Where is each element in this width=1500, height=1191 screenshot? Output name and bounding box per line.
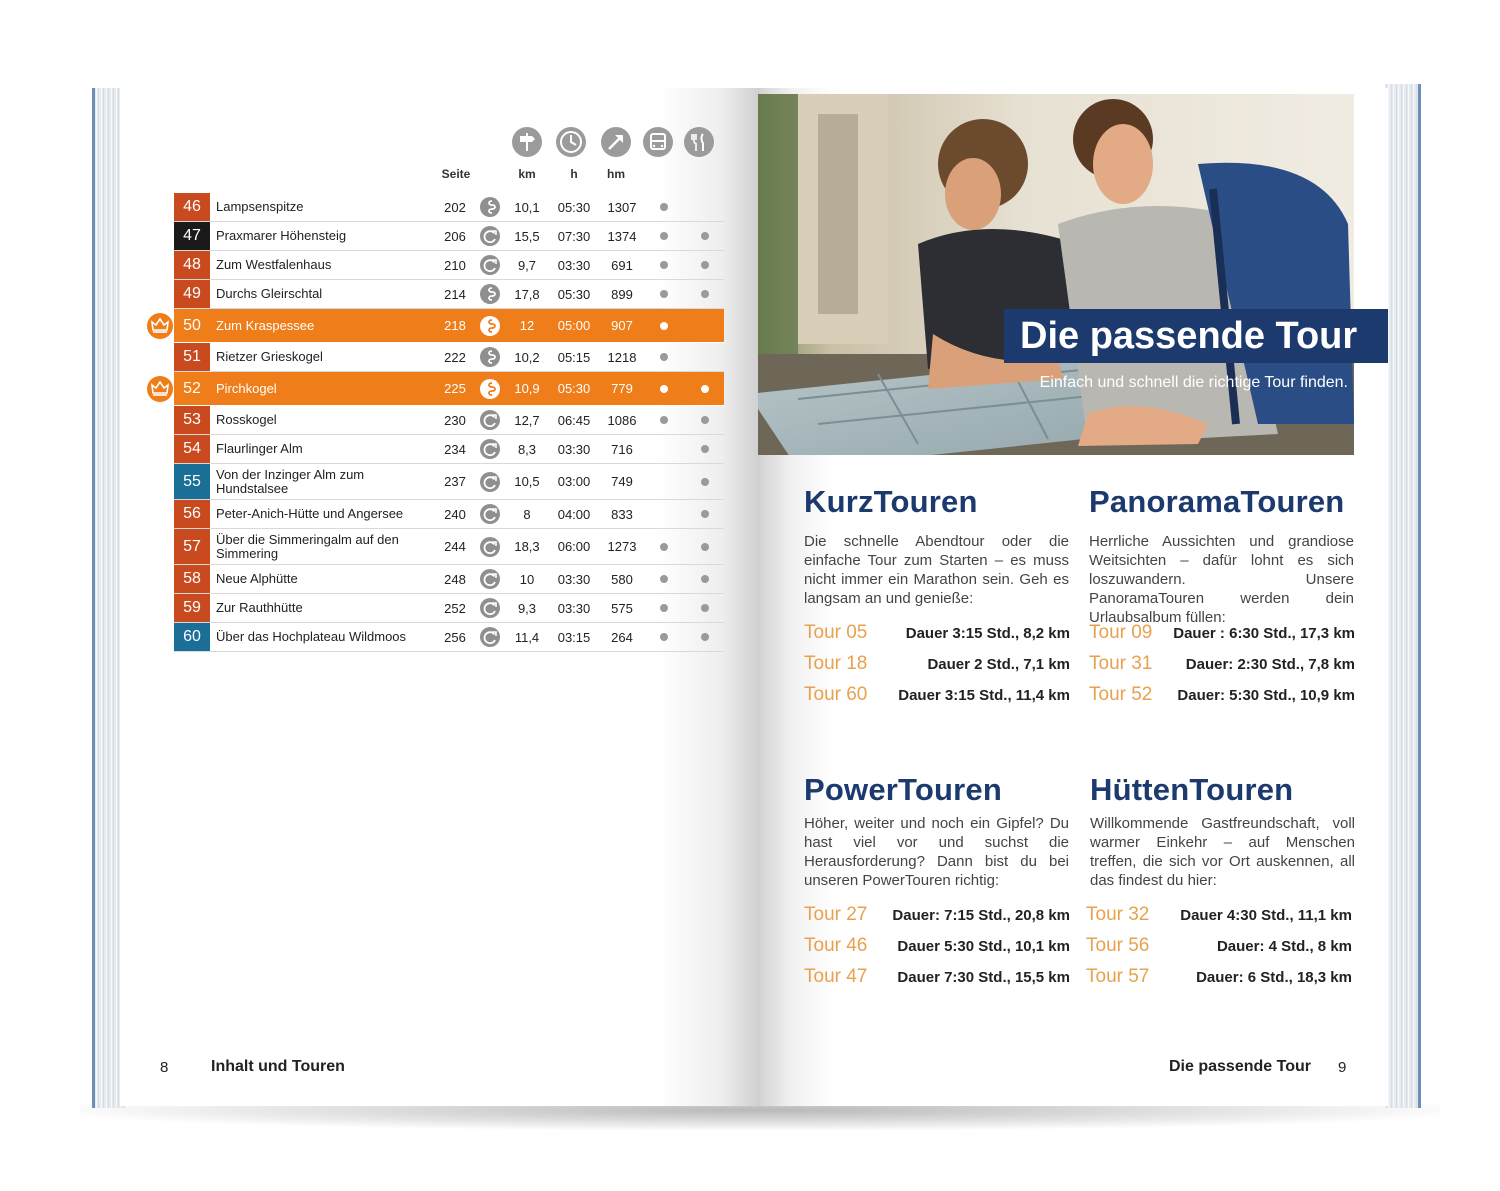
tour-km: 11,4 bbox=[514, 629, 540, 645]
tour-type-cell bbox=[477, 372, 503, 405]
tour-row bbox=[174, 623, 724, 652]
food-indicator bbox=[695, 529, 715, 564]
tour-duration: 05:30 bbox=[557, 286, 591, 302]
tour-type-cell bbox=[477, 500, 503, 528]
section-title-panoramatouren: PanoramaTouren bbox=[1089, 484, 1345, 519]
clock-icon bbox=[556, 127, 586, 157]
section-title-kurztouren: KurzTouren bbox=[804, 484, 978, 519]
tour-number: 59 bbox=[174, 594, 210, 622]
bus-icon bbox=[643, 127, 673, 157]
tour-item bbox=[1086, 935, 1352, 959]
tour-km: 12,7 bbox=[514, 412, 540, 428]
bus-indicator bbox=[654, 343, 674, 371]
crown-icon bbox=[147, 313, 173, 339]
page-number-left: 8 bbox=[160, 1059, 169, 1076]
dot-icon bbox=[660, 575, 668, 583]
food-indicator bbox=[695, 594, 715, 622]
dot-icon bbox=[701, 510, 709, 518]
loop-icon bbox=[480, 504, 500, 524]
tour-item bbox=[1089, 622, 1355, 646]
loop-icon bbox=[480, 627, 500, 647]
tour-label: Tour 47 bbox=[804, 966, 868, 987]
tour-km: 10,1 bbox=[514, 199, 540, 215]
tour-type-cell bbox=[477, 594, 503, 622]
tour-label: Tour 56 bbox=[1086, 935, 1150, 956]
tour-duration: 03:00 bbox=[557, 474, 591, 489]
food-indicator bbox=[695, 372, 715, 405]
tour-elevation: 1086 bbox=[607, 412, 637, 428]
tour-details: Dauer: 7:15 Std., 20,8 km bbox=[892, 907, 1070, 924]
food-indicator bbox=[695, 343, 715, 371]
tour-row bbox=[174, 406, 724, 435]
tour-page: 240 bbox=[444, 506, 466, 522]
tour-number: 46 bbox=[174, 193, 210, 221]
tour-item bbox=[1089, 684, 1355, 708]
food-indicator bbox=[695, 435, 715, 463]
tour-page: 256 bbox=[444, 629, 466, 645]
tour-name: Über das Hochplateau Wildmoos bbox=[216, 629, 407, 644]
dot-icon bbox=[660, 261, 668, 269]
tour-item bbox=[804, 622, 1070, 646]
tour-item bbox=[804, 935, 1070, 959]
dot-icon bbox=[701, 543, 709, 551]
tour-name: Durchs Gleirschtal bbox=[216, 286, 323, 301]
food-indicator bbox=[695, 565, 715, 593]
dot-icon bbox=[660, 232, 668, 240]
food-indicator bbox=[695, 222, 715, 250]
bus-indicator bbox=[654, 372, 674, 405]
route-type-icon bbox=[480, 316, 500, 336]
loop-icon bbox=[480, 226, 500, 246]
tour-item bbox=[804, 653, 1070, 677]
dot-icon bbox=[701, 604, 709, 612]
tour-details: Dauer 2 Std., 7,1 km bbox=[927, 656, 1070, 673]
tour-number: 52 bbox=[174, 372, 210, 405]
tour-label: Tour 52 bbox=[1089, 684, 1153, 705]
tour-type-cell bbox=[477, 623, 503, 651]
tour-label: Tour 27 bbox=[804, 904, 868, 925]
tour-name: Neue Alphütte bbox=[216, 571, 298, 586]
tour-km: 8 bbox=[523, 506, 531, 522]
tour-page: 252 bbox=[444, 600, 466, 616]
tour-page: 214 bbox=[444, 286, 466, 302]
tour-name: Zum Kraspessee bbox=[216, 317, 315, 333]
dot-icon bbox=[701, 478, 709, 486]
tour-number: 57 bbox=[174, 529, 210, 564]
tour-km: 10,9 bbox=[514, 381, 540, 396]
tour-elevation: 1273 bbox=[607, 539, 637, 554]
tour-number: 56 bbox=[174, 500, 210, 528]
food-indicator bbox=[695, 500, 715, 528]
tour-elevation: 779 bbox=[611, 381, 633, 396]
tour-page: 234 bbox=[444, 441, 466, 457]
tour-details: Dauer: 5:30 Std., 10,9 km bbox=[1177, 687, 1355, 704]
tour-row bbox=[174, 343, 724, 372]
tour-elevation: 691 bbox=[611, 257, 633, 273]
tour-duration: 03:15 bbox=[557, 629, 591, 645]
tour-label: Tour 57 bbox=[1086, 966, 1150, 987]
column-header-h: h bbox=[570, 167, 578, 181]
tour-name: Pirchkogel bbox=[216, 380, 277, 396]
tour-km: 12 bbox=[519, 318, 535, 333]
dot-icon bbox=[701, 232, 709, 240]
tour-row bbox=[174, 464, 724, 500]
tour-name: Peter-Anich-Hütte und Angersee bbox=[216, 506, 404, 521]
tour-name: Zur Rauthhütte bbox=[216, 600, 303, 615]
tour-elevation: 907 bbox=[611, 318, 633, 333]
food-indicator bbox=[695, 406, 715, 434]
tour-page: 237 bbox=[444, 474, 466, 489]
route-type-icon bbox=[480, 347, 500, 367]
tour-km: 10 bbox=[519, 571, 535, 587]
tour-page: 248 bbox=[444, 571, 466, 587]
tour-elevation: 1307 bbox=[607, 199, 637, 215]
column-header-page: Seite bbox=[441, 167, 471, 181]
section-title-powertouren: PowerTouren bbox=[804, 772, 1002, 807]
tour-name: Über die Simmeringalm auf den Simmering bbox=[216, 531, 399, 561]
tour-duration: 06:00 bbox=[557, 539, 591, 554]
hikers-photo bbox=[758, 94, 1354, 455]
tour-km: 15,5 bbox=[514, 228, 540, 244]
section-title-huettentouren: HüttenTouren bbox=[1090, 772, 1294, 807]
bus-indicator bbox=[654, 435, 674, 463]
column-header-km: km bbox=[518, 167, 536, 181]
tour-km: 10,5 bbox=[514, 474, 540, 489]
ascent-arrow-icon bbox=[601, 127, 631, 157]
route-type-icon bbox=[480, 379, 500, 399]
tour-details: Dauer 7:30 Std., 15,5 km bbox=[897, 969, 1070, 986]
loop-icon bbox=[480, 439, 500, 459]
tour-duration: 05:30 bbox=[557, 381, 591, 396]
tour-details: Dauer: 6 Std., 18,3 km bbox=[1196, 969, 1352, 986]
dot-icon bbox=[660, 322, 668, 330]
page-edges-right bbox=[1385, 84, 1421, 1108]
dot-icon bbox=[701, 416, 709, 424]
crown-icon bbox=[147, 376, 173, 402]
section-text-panoramatouren: Herrliche Aussichten und grandiose Weitsichten – dafür lohnt es sich loszuwandern. Unsere PanoramaTouren werden dein Urlaubsalbum füllen: bbox=[1089, 533, 1354, 626]
dot-icon bbox=[701, 633, 709, 641]
tour-km: 18,3 bbox=[514, 539, 540, 554]
tour-type-cell bbox=[477, 406, 503, 434]
tour-elevation: 833 bbox=[611, 506, 633, 522]
dot-icon bbox=[660, 290, 668, 298]
tour-details: Dauer : 6:30 Std., 17,3 km bbox=[1173, 625, 1355, 642]
dot-icon bbox=[701, 445, 709, 453]
tour-elevation: 580 bbox=[611, 571, 633, 587]
tour-details: Dauer: 4 Std., 8 km bbox=[1216, 938, 1352, 955]
tour-duration: 05:30 bbox=[557, 199, 591, 215]
tour-km: 17,8 bbox=[514, 286, 540, 302]
bus-indicator bbox=[654, 464, 674, 499]
tour-item bbox=[804, 904, 1070, 928]
section-text-huettentouren: Willkommende Gastfreundschaft, voll warmer Einkehr – auf Menschen treffen, die sich vor Ort auskennen, all das findest du hier: bbox=[1090, 815, 1355, 889]
tour-type-cell bbox=[477, 435, 503, 463]
tour-name: Rietzer Grieskogel bbox=[216, 349, 323, 364]
tour-number: 50 bbox=[174, 309, 210, 342]
tour-elevation: 1374 bbox=[607, 228, 637, 244]
dot-icon bbox=[660, 416, 668, 424]
tour-name: Von der Inzinger Alm zum Hundstalsee bbox=[216, 466, 365, 496]
tour-row bbox=[174, 565, 724, 594]
loop-icon bbox=[480, 472, 500, 492]
tour-page: 218 bbox=[444, 318, 466, 333]
tour-label: Tour 32 bbox=[1086, 904, 1150, 925]
tour-type-cell bbox=[477, 464, 503, 499]
bus-indicator bbox=[654, 193, 674, 221]
tour-number: 51 bbox=[174, 343, 210, 371]
signpost-icon bbox=[512, 127, 542, 157]
tour-row bbox=[174, 222, 724, 251]
dot-icon bbox=[660, 543, 668, 551]
loop-icon bbox=[480, 255, 500, 275]
dot-icon bbox=[660, 633, 668, 641]
tour-km: 9,3 bbox=[517, 600, 537, 616]
tour-type-cell bbox=[477, 565, 503, 593]
bus-indicator bbox=[654, 309, 674, 342]
tour-duration: 05:15 bbox=[557, 349, 591, 365]
tour-label: Tour 60 bbox=[804, 684, 868, 705]
bus-indicator bbox=[654, 251, 674, 279]
route-type-icon bbox=[480, 197, 500, 217]
tour-number: 49 bbox=[174, 280, 210, 308]
tour-number: 53 bbox=[174, 406, 210, 434]
tour-name: Lampsenspitze bbox=[216, 199, 304, 214]
tour-details: Dauer 3:15 Std., 11,4 km bbox=[898, 687, 1070, 704]
tour-name: Rosskogel bbox=[216, 412, 277, 427]
tour-item bbox=[804, 684, 1070, 708]
tour-label: Tour 31 bbox=[1089, 653, 1153, 674]
tour-type-cell bbox=[477, 343, 503, 371]
tour-item bbox=[804, 966, 1070, 990]
tour-page: 210 bbox=[444, 257, 466, 273]
tour-details: Dauer 4:30 Std., 11,1 km bbox=[1180, 907, 1352, 924]
tour-page: 230 bbox=[444, 412, 466, 428]
section-text-kurztouren: Die schnelle Abendtour oder die einfache Tour zum Starten – es muss nicht immer ein Marathon sein. Geh es langsam an und genieße: bbox=[804, 533, 1069, 607]
tour-row bbox=[174, 309, 724, 343]
tour-details: Dauer 3:15 Std., 8,2 km bbox=[905, 625, 1070, 642]
page-number-right: 9 bbox=[1338, 1059, 1347, 1076]
tour-type-cell bbox=[477, 193, 503, 221]
tour-number: 55 bbox=[174, 464, 210, 499]
food-indicator bbox=[695, 251, 715, 279]
tour-item bbox=[1086, 966, 1352, 990]
tour-duration: 06:45 bbox=[557, 412, 591, 428]
tour-type-cell bbox=[477, 529, 503, 564]
tour-number: 47 bbox=[174, 222, 210, 250]
tour-type-cell bbox=[477, 222, 503, 250]
food-indicator bbox=[695, 280, 715, 308]
tour-elevation: 1218 bbox=[607, 349, 637, 365]
tour-type-cell bbox=[477, 280, 503, 308]
loop-icon bbox=[480, 537, 500, 557]
tour-details: Dauer: 2:30 Std., 7,8 km bbox=[1185, 656, 1355, 673]
bus-indicator bbox=[654, 406, 674, 434]
tour-details: Dauer 5:30 Std., 10,1 km bbox=[897, 938, 1070, 955]
tour-duration: 03:30 bbox=[557, 441, 591, 457]
tour-duration: 03:30 bbox=[557, 600, 591, 616]
bus-indicator bbox=[654, 222, 674, 250]
tour-duration: 05:00 bbox=[557, 318, 591, 333]
tour-table bbox=[174, 193, 724, 652]
tour-page: 202 bbox=[444, 199, 466, 215]
tour-km: 10,2 bbox=[514, 349, 540, 365]
loop-icon bbox=[480, 410, 500, 430]
tour-row bbox=[174, 251, 724, 280]
dot-icon bbox=[660, 604, 668, 612]
tour-page: 244 bbox=[444, 539, 466, 554]
route-type-icon bbox=[480, 284, 500, 304]
tour-number: 54 bbox=[174, 435, 210, 463]
tour-page: 206 bbox=[444, 228, 466, 244]
dot-icon bbox=[701, 575, 709, 583]
tour-page: 225 bbox=[444, 381, 466, 396]
dot-icon bbox=[660, 353, 668, 361]
tour-row bbox=[174, 280, 724, 309]
tour-duration: 07:30 bbox=[557, 228, 591, 244]
tour-km: 8,3 bbox=[517, 441, 537, 457]
tour-label: Tour 05 bbox=[804, 622, 868, 643]
tour-label: Tour 09 bbox=[1089, 622, 1153, 643]
tour-name: Flaurlinger Alm bbox=[216, 441, 303, 456]
tour-type-cell bbox=[477, 309, 503, 342]
tour-row bbox=[174, 500, 724, 529]
food-indicator bbox=[695, 309, 715, 342]
tour-km: 9,7 bbox=[517, 257, 537, 273]
bus-indicator bbox=[654, 623, 674, 651]
header-icon-row bbox=[512, 127, 722, 159]
dot-icon bbox=[701, 385, 709, 393]
food-indicator bbox=[695, 464, 715, 499]
tour-row bbox=[174, 435, 724, 464]
bus-indicator bbox=[654, 565, 674, 593]
tour-item bbox=[1089, 653, 1355, 677]
tour-name: Zum Westfalenhaus bbox=[216, 257, 332, 272]
dot-icon bbox=[660, 203, 668, 211]
tour-number: 58 bbox=[174, 565, 210, 593]
page-banner-subtitle: Einfach und schnell die richtige Tour finden. bbox=[1039, 374, 1348, 391]
section-text-powertouren: Höher, weiter und noch ein Gipfel? Du hast viel vor und suchst die Herausforderung? Dann bist du bei unseren PowerTouren richtig: bbox=[804, 815, 1069, 889]
tour-elevation: 264 bbox=[611, 629, 633, 645]
bus-indicator bbox=[654, 594, 674, 622]
tour-number: 60 bbox=[174, 623, 210, 651]
running-title-right: Die passende Tour bbox=[1169, 1058, 1311, 1075]
tour-number: 48 bbox=[174, 251, 210, 279]
tour-elevation: 716 bbox=[611, 441, 633, 457]
food-indicator bbox=[695, 623, 715, 651]
dot-icon bbox=[660, 385, 668, 393]
tour-row bbox=[174, 594, 724, 623]
tour-name: Praxmarer Höhensteig bbox=[216, 228, 347, 243]
tour-label: Tour 46 bbox=[804, 935, 868, 956]
tour-duration: 03:30 bbox=[557, 571, 591, 587]
page-banner-title: Die passende Tour bbox=[1004, 309, 1388, 363]
tour-duration: 04:00 bbox=[557, 506, 591, 522]
food-indicator bbox=[695, 193, 715, 221]
tour-elevation: 575 bbox=[611, 600, 633, 616]
dot-icon bbox=[701, 261, 709, 269]
tour-item bbox=[1086, 904, 1352, 928]
loop-icon bbox=[480, 598, 500, 618]
bus-indicator bbox=[654, 280, 674, 308]
bus-indicator bbox=[654, 529, 674, 564]
tour-elevation: 899 bbox=[611, 286, 633, 302]
tour-duration: 03:30 bbox=[557, 257, 591, 273]
tour-type-cell bbox=[477, 251, 503, 279]
tour-row bbox=[174, 372, 724, 406]
loop-icon bbox=[480, 569, 500, 589]
tour-row bbox=[174, 193, 724, 222]
running-title-left: Inhalt und Touren bbox=[211, 1058, 345, 1075]
tour-row bbox=[174, 529, 724, 565]
fork-knife-icon bbox=[684, 127, 714, 157]
dot-icon bbox=[701, 290, 709, 298]
tour-label: Tour 18 bbox=[804, 653, 868, 674]
tour-page: 222 bbox=[444, 349, 466, 365]
column-header-hm: hm bbox=[607, 167, 625, 181]
tour-elevation: 749 bbox=[611, 474, 633, 489]
bus-indicator bbox=[654, 500, 674, 528]
